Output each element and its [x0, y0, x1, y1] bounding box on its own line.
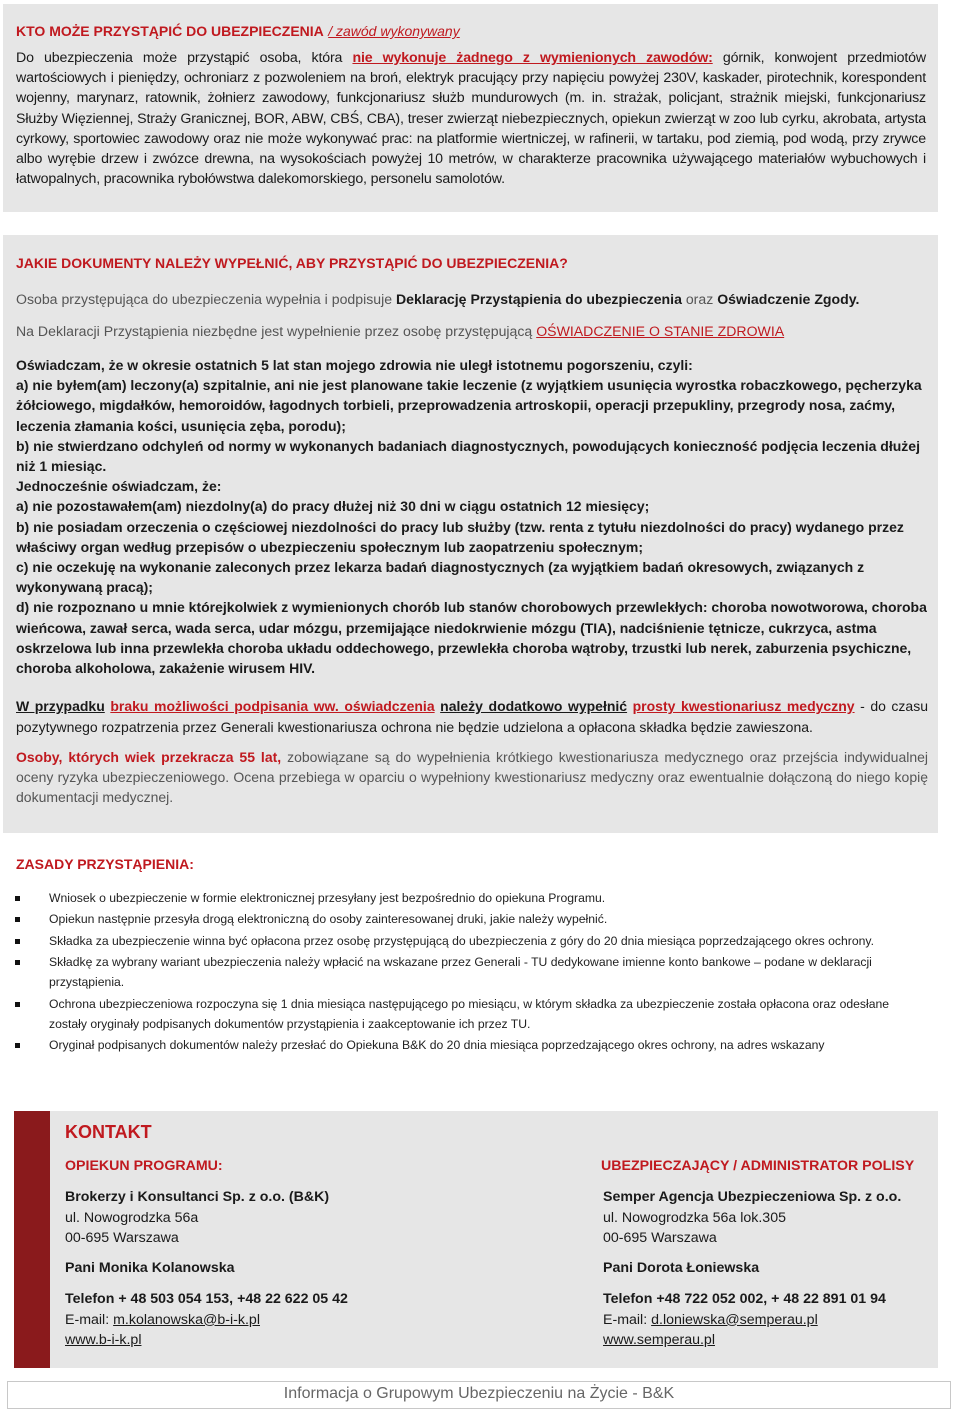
- page-footer: [7, 1381, 951, 1409]
- medical-questionnaire-link[interactable]: prosty kwestionariusz medyczny: [632, 698, 855, 715]
- rule-item: Składka za ubezpieczenie winna być opłacona przez osobę przystępującą do ubezpieczenia z góry do 20 dnia miesiąca poprzedzającego okres ochrony.: [13, 932, 913, 952]
- documents-title: JAKIE DOKUMENTY NALEŻY WYPEŁNIĆ, ABY PRZYSTĄPIĆ DO UBEZPIECZENIA?: [16, 255, 568, 271]
- policyholder-email[interactable]: d.loniewska@semperau.pl: [651, 1311, 818, 1328]
- program-manager-website[interactable]: www.b-i-k.pl: [65, 1332, 142, 1349]
- bullet-icon: [15, 1043, 20, 1048]
- eligibility-text: [16, 48, 926, 189]
- program-manager-heading: OPIEKUN PROGRAMU:: [65, 1158, 223, 1174]
- health-statement-link[interactable]: OŚWIADCZENIE O STANIE ZDROWIA: [536, 323, 785, 339]
- eligibility-intro: Do ubezpieczenia może przystąpić osoba, która: [16, 50, 343, 66]
- rule-item: Ochrona ubezpieczeniowa rozpoczyna się 1 dnia miesiąca następującego po miesiącu, w którym składka za ubezpieczenie została opłacona oraz odesłane zostały oryginały podpisanych dokumentów przystąpienia i zaakceptowanie ich przez TU.: [13, 995, 913, 1035]
- rule-item: Oryginał podpisanych dokumentów należy przesłać do Opiekuna B&K do 20 dnia miesiąca poprzedzającego okres ochrony, na adres wskazany: [13, 1036, 913, 1056]
- declaration-name: Deklarację Przystąpienia do ubezpieczenia: [396, 291, 682, 307]
- policyholder-heading: UBEZPIECZAJĄCY / ADMINISTRATOR POLISY: [601, 1158, 915, 1174]
- program-manager-contact: OPIEKUN PROGRAMU: Brokerzy i Konsultanci Sp. z o.o. (B&K) ul. Nowogrodzka 56a 00-695 Warszawa Pani Monika Kolanowska Telefon + 48 503 054 153, +48 22 622 05 42 E-mail: m.kolanowska@b-i-k.pl www.b-i-k.pl: [65, 1158, 348, 1349]
- program-manager-email[interactable]: m.kolanowska@b-i-k.pl: [113, 1311, 260, 1328]
- contact-accent-bar: [14, 1111, 50, 1368]
- bullet-icon: [15, 960, 20, 965]
- eligibility-title: KTO MOŻE PRZYSTĄPIĆ DO UBEZPIECZENIA: [16, 23, 324, 39]
- documents-section: [3, 235, 938, 833]
- bullet-icon: [15, 896, 20, 901]
- policyholder-company: Semper Agencja Ubezpieczeniowa Sp. z o.o.: [603, 1189, 902, 1206]
- policyholder-contact: UBEZPIECZAJĄCY / ADMINISTRATOR POLISY Semper Agencja Ubezpieczeniowa Sp. z o.o. ul. Nowogrodzka 56a lok.305 00-695 Warszawa Pani Dorota Łoniewska Telefon +48 722 052 002, + 48 22 891 01 94 E-mail: d.loniewska@semperau.pl www.semperau.pl: [601, 1158, 915, 1349]
- rule-item: Wniosek o ubezpieczenie w formie elektronicznej przesyłany jest bezpośrednio do opiekuna Programu.: [13, 889, 913, 909]
- program-manager-phone: Telefon + 48 503 054 153, +48 22 622 05 42: [65, 1291, 348, 1308]
- no-signature-paragraph: W przypadku braku możliwości podpisania ww. oświadczenia należy dodatkowo wypełnić prosty kwestionariusz medyczny - do czasu pozytywnego rozpatrzenia przez Generali kwestionariusza ochrona nie będzie udzielona a opłacona składka będzie zawieszona.: [16, 698, 929, 735]
- program-manager-company: Brokerzy i Konsultanci Sp. z o.o. (B&K): [65, 1189, 330, 1206]
- contact-box: [14, 1111, 938, 1368]
- policyholder-phone: Telefon +48 722 052 002, + 48 22 891 01 94: [603, 1291, 886, 1308]
- eligibility-heading: [16, 23, 460, 41]
- health-statement: Oświadczam, że w okresie ostatnich 5 lat stan mojego zdrowia nie uległ istotnemu pogorszeniu, czyli: a) nie byłem(am) leczony(a) szpitalnie, ani nie jest planowane takie leczenie (z wyjątkiem usunięcia wyrostka robaczkowego, pęcherzyka żółciowego, migdałków, hemoroidów, łagodnych torbieli, przeprowadzenia artroskopii, operacji przepukliny, przegrody nosa, zaćmy, leczenia złamania kości, usunięcia zęba, porodu); b) nie stwierdzano odchyleń od normy w wykonanych badaniach diagnostycznych, powodujących konieczność podjęcia leczenia dłużej niż 1 miesiąc. Jednocześnie oświadczam, że: a) nie pozostawałem(am) niezdolny(a) do pracy dłużej niż 30 dni w ciągu ostatnich 12 miesięcy; b) nie posiadam orzeczenia o częściowej niezdolności do pracy lub służby (tzw. renta z tytułu niezdolności do pracy) wydanego przez właściwy organ według przepisów o ubezpieczeniu społecznym lub zaopatrzeniu społecznym; c) nie oczekuję na wykonanie zaleconych przez lekarza badań diagnostycznych (za wyjątkiem badań okresowych, związanych z wykonywaną pracą); d) nie rozpoznano u mnie którejkolwiek z wymienionych chorób lub stanów chorobowych przewlekłych: choroba nowotworowa, choroba wieńcowa, zawał serca, wada serca, udar mózgu, przemijające niedokrwienie mózgu (TIA), nadciśnienie tętnicze, cukrzyca, astma oskrzelowa lub inna przewlekła choroba układu oddechowego, przewlekła choroba wątroby, trzustki lub nerek, zaburzenia psychiczne, choroba alkoholowa, zakażenie wirusem HIV.: [16, 357, 927, 677]
- excluded-occupations: górnik, konwojent przedmiotów wartościowych i pieniędzy, ochroniarz z pozwoleniem na broń, elektryk pracujący przy napięciu powyżej 230V, kaskader, pirotechnik, korespondent wojenny, marynarz, ratownik, żołnierz zawodowy, funkcjonariusz służb mundurowych (m. in. strażak, policjant, strażnik miejski, funkcjonariusz Służby Więziennej, Straży Granicznej, BOR, ABW, CBŚ, CBA), treser zwierząt niebezpiecznych, opiekun zwierząt w zoo lub cyrku, akrobata, artysta cyrkowy, sportowiec zawodowy oraz nie może wykonywać prac: na platformie wiertniczej, w rafinerii, w tartaku, pod ziemią, pod wodą, przy zrywce albo wyrębie drzew i zwózce drewna, na wysokościach powyżej 10 metrów, w charakterze pracownika używającego materiałów wybuchowych i łatwopalnych, pracownika rybołówstwa dalekomorskiego, personelu samolotów.: [16, 50, 926, 188]
- contact-title: KONTAKT: [65, 1122, 152, 1142]
- age-over-55-paragraph: Osoby, których wiek przekracza 55 lat, zobowiązane są do wypełnienia krótkiego kwestionariusza medycznego oraz przejścia indywidualnej oceny ryzyka ubezpieczeniowego. Ocena przebiega w oparciu o wypełniony kwestionariusz medyczny oraz ewentualnie dołączoną do niego kopię dokumentacji medycznej.: [16, 748, 929, 806]
- rule-item: Opiekun następnie przesyła drogą elektroniczną do osoby zainteresowanej druki, jakie należy wypełnić.: [13, 910, 913, 930]
- footer-text: Informacja o Grupowym Ubezpieczeniu na Życie - B&K: [283, 1385, 675, 1402]
- bullet-icon: [15, 939, 20, 944]
- policyholder-website[interactable]: www.semperau.pl: [603, 1332, 715, 1349]
- eligibility-section: [3, 4, 938, 212]
- consent-name: Oświadczenie Zgody.: [717, 291, 860, 307]
- occupation-link[interactable]: / zawód wykonywany: [328, 23, 460, 39]
- bullet-icon: [15, 1002, 20, 1007]
- program-manager-person: Pani Monika Kolanowska: [65, 1260, 235, 1277]
- eligibility-highlight: nie wykonuje żadnego z wymienionych zawodów:: [352, 50, 713, 66]
- documents-paragraph: Osoba przystępująca do ubezpieczenia wypełnia i podpisuje Deklarację Przystąpienia do ubezpieczenia oraz Oświadczenie Zgody.: [16, 291, 860, 307]
- rules-title: ZASADY PRZYSTĄPIENIA:: [16, 856, 194, 872]
- rules-list: [13, 889, 913, 1058]
- policyholder-person: Pani Dorota Łoniewska: [603, 1260, 760, 1277]
- bullet-icon: [15, 917, 20, 922]
- health-statement-note: Na Deklaracji Przystąpienia niezbędne jest wypełnienie przez osobę przystępującą OŚWIADCZENIE O STANIE ZDROWIA: [16, 323, 785, 339]
- rule-item: Składkę za wybrany wariant ubezpieczenia należy wpłacić na wskazane przez Generali - TU dedykowane imienne konto bankowe – podane w deklaracji przystąpienia.: [13, 953, 913, 993]
